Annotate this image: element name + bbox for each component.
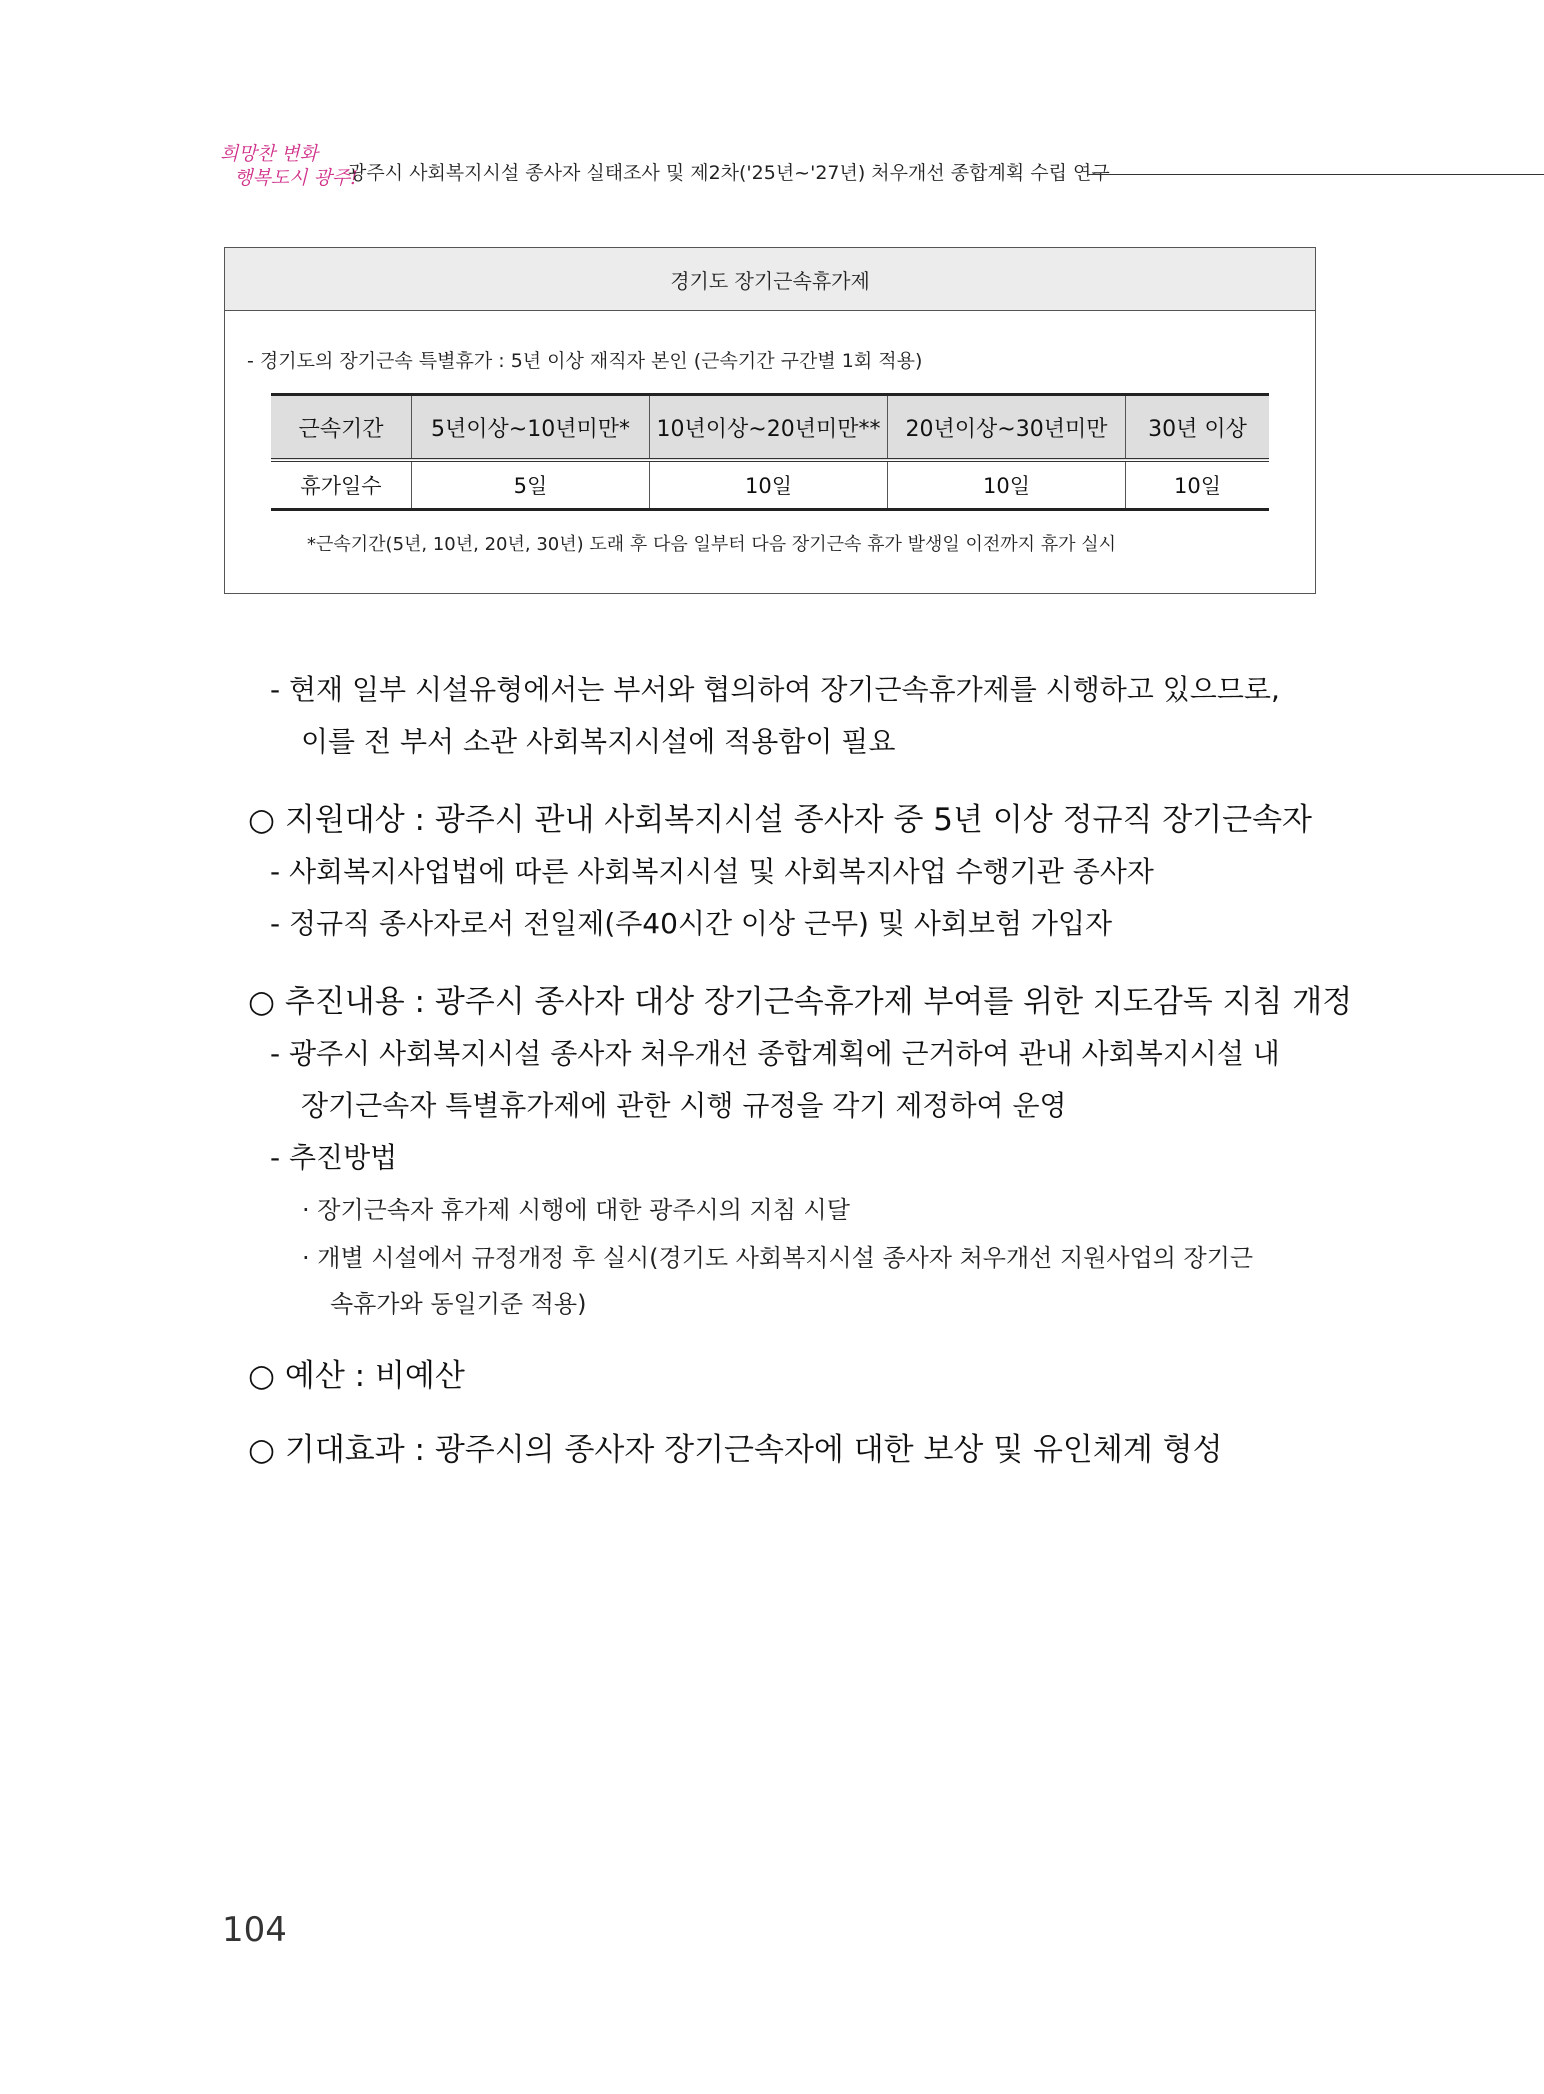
section-heading-target: ○ 지원대상 : 광주시 관내 사회복지시설 종사자 중 5년 이상 정규직 장기근속자 <box>248 802 1312 838</box>
table-header-row <box>271 395 1269 461</box>
header-cell: 5년이상~10년미만* <box>412 395 650 461</box>
table-footnote: *근속기간(5년, 10년, 20년, 30년) 도래 후 다음 일부터 다음 장기근속 휴가 발생일 이전까지 휴가 실시 <box>307 534 1117 555</box>
header-cell: 20년이상~30년미만 <box>888 395 1126 461</box>
logo-icon <box>218 138 358 194</box>
svg-text:희망찬 변화: 희망찬 변화 <box>220 143 318 165</box>
header-cell: 10년이상~20년미만** <box>650 395 888 461</box>
list-item: - 사회복지사업법에 따른 사회복지시설 및 사회복지사업 수행기관 종사자 <box>270 855 1154 888</box>
header-title: 광주시 사회복지시설 종사자 실태조사 및 제2차('25년~'27년) 처우개선 종합계획 수립 연구 <box>348 162 1110 184</box>
page-number: 104 <box>222 1910 287 1950</box>
box-note: - 경기도의 장기근속 특별휴가 : 5년 이상 재직자 본인 (근속기간 구간별 1회 적용) <box>247 350 923 372</box>
table-row <box>271 460 1269 510</box>
paragraph-line: 이를 전 부서 소관 사회복지시설에 적용함이 필요 <box>301 725 896 758</box>
page-header <box>218 138 1544 194</box>
sub-item: · 개별 시설에서 규정개정 후 실시(경기도 사회복지시설 종사자 처우개선 지원사업의 장기근 <box>302 1244 1254 1272</box>
section-heading-plan: ○ 추진내용 : 광주시 종사자 대상 장기근속휴가제 부여를 위한 지도감독 지침 개정 <box>248 984 1353 1020</box>
table-cell: 5일 <box>412 460 650 510</box>
sub-item: 속휴가와 동일기준 적용) <box>330 1290 587 1318</box>
list-item: - 추진방법 <box>270 1141 398 1174</box>
box-title: 경기도 장기근속휴가제 <box>225 248 1315 311</box>
svg-text:행복도시 광주!: 행복도시 광주! <box>234 167 358 189</box>
header-cell: 근속기간 <box>271 395 412 461</box>
header-cell: 30년 이상 <box>1126 395 1270 461</box>
list-item: - 광주시 사회복지시설 종사자 처우개선 종합계획에 근거하여 관내 사회복지시설 내 <box>270 1037 1280 1070</box>
section-heading-budget: ○ 예산 : 비예산 <box>248 1358 465 1394</box>
section-heading-effect: ○ 기대효과 : 광주시의 종사자 장기근속자에 대한 보상 및 유인체계 형성 <box>248 1432 1223 1468</box>
header-rule <box>1088 174 1544 175</box>
table-cell: 10일 <box>888 460 1126 510</box>
list-item: 장기근속자 특별휴가제에 관한 시행 규정을 각기 제정하여 운영 <box>301 1089 1067 1122</box>
table-cell: 10일 <box>1126 460 1270 510</box>
row-label: 휴가일수 <box>271 460 412 510</box>
table-cell: 10일 <box>650 460 888 510</box>
paragraph-line: - 현재 일부 시설유형에서는 부서와 협의하여 장기근속휴가제를 시행하고 있으므로, <box>270 673 1280 706</box>
example-box <box>224 247 1316 594</box>
sub-item: · 장기근속자 휴가제 시행에 대한 광주시의 지침 시달 <box>302 1196 850 1224</box>
list-item: - 정규직 종사자로서 전일제(주40시간 이상 근무) 및 사회보험 가입자 <box>270 907 1113 940</box>
leave-table <box>271 393 1269 511</box>
